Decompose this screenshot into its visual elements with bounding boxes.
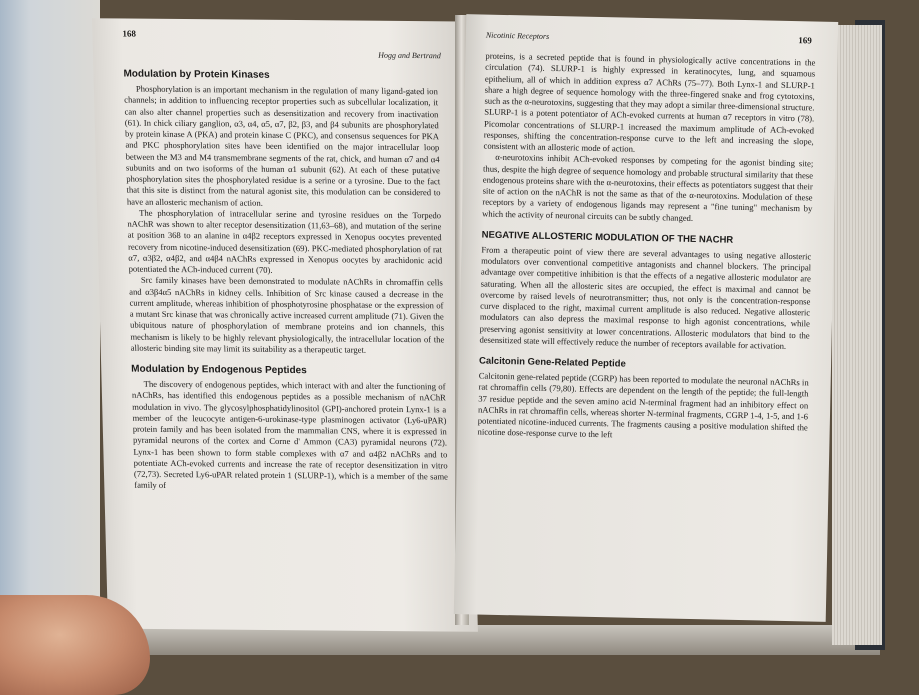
paragraph: Phosphorylation is an important mechanism in the regulation of many ligand-gated ion channels; in addition to influencing receptor properties such as subcellular localization, it can also alter channel properties such as desensitization and recovery from inactivation (61). In chick ciliary ganglion, α3, α4, α5, α7, β2, β3, and β4 subunits are phosphorylated by protein kinase A (PKA) and protein kinase C (PKC), and consensus sequences for PKA and PKC phosphorylation sites have been identified on the major intracellular loop between the M3 and M4 transmembrane segments of the rat, chick, and human α7 and α4 subunits and on two isoforms of the human α1 subunit (62). At each of these putative phosphorylation sites the phosphorylated residue is a serine or a tyrosine. Due to the fact that this site is distinct from the natural agonist site, this modulation can be considered to have an allosteric mechanism of action. <box>124 83 441 208</box>
right-page <box>454 14 838 622</box>
page-number-right: 169 <box>798 35 812 46</box>
section-heading-major: NEGATIVE ALLOSTERIC MODULATION OF THE NACHR <box>481 229 734 246</box>
running-head-left: Hogg and Bertrand <box>378 50 441 61</box>
page-block-right-edge <box>832 25 882 645</box>
paragraph: α-neurotoxins inhibit ACh-evoked responses by competing for the agonist binding site; thus, despite the high degree of sequence homology and probable structural similarity that these endogenous proteins share with the α-neurotoxins, their effects as potentiators suggest that their site of action on the nAChR is not the same as that of the α-neurotoxins. Modulation of these receptors by a variety of endogenous ligands may represent a "fine tuning" mechanism by which the activity of neuronal circuits can be subtly changed. <box>482 152 814 223</box>
paragraph: The discovery of endogenous peptides, which interact with and alter the functioning of nAChRs, has identified this endogenous peptides as a possible mechanism of nAChR modulation in vivo. The glycosylphosphatidylinositol (GPI)-anchored protein Lynx-1 is a member of the leucocyte antigen-6-urokinase-type plasminogen activator (Ly6-uPAR) protein family and has been isolated from the mammalian CNS, where it is expressed in pyramidal neurons of the cortex and Corne d' Ammon (CA3) pyramidal neurons (72). Lynx-1 has been shown to form stable complexes with α7 and α4β2 nAChRs and to potentiate ACh-evoked currents and increase the rate of receptor desensitization in vitro (72,73). Secreted Ly6-uPAR related protein 1 (SLURP-1), which is a member of the same family of <box>131 378 449 491</box>
paragraph: From a therapeutic point of view there are several advantages to using negative allosteric modulators over conventional competitive antagonists and channel blockers. The principal advantage over competitive inhibition is that the effects of a negative allosteric modulator are saturating. When all the allosteric sites are occupied, the effect is maximal and cannot be overcome by raised levels of neurotransmitter; thus, not only is the concentration-response curve displaced to the right, maximal current amplitude is also reduced. Negative allosteric modulators can also depress the maximal response to high agonist concentrations, while preserving agonist sensitivity at lower concentrations. Allosteric modulators that bind to the desensitized state will effectively reduce the number of receptors available for activation. <box>479 244 812 351</box>
running-head-right: Nicotinic Receptors <box>485 30 550 41</box>
left-page <box>92 18 478 632</box>
section-heading: Modulation by Protein Kinases <box>123 68 270 81</box>
section-heading: Modulation by Endogenous Peptides <box>131 363 307 377</box>
book-left-edge <box>0 0 100 650</box>
paragraph: Calcitonin gene-related peptide (CGRP) has been reported to modulate the neuronal nAChRs in rat chromaffin cells (79,80). Effects are dependent on the length of the peptide; the full-length 37 residue peptide and the seven amino acid N-terminal fragment had an inhibitory effect on nAChRs in rat chromaffin cells, whereas shorter N-terminal fragments, CGRP 1-4, 1-5, and 1-6 potentiated nicotine-induced currents. The fragments causing a positive modulation shifted the nicotine dose-response curve to the left <box>477 370 809 440</box>
paragraph: proteins, is a secreted peptide that is found in physiologically active concentrations in the circulation (74). SLURP-1 is highly expressed in keratinocytes, lung, and squamous epithelium, all of which in addition express α7 AChRs (75–77). Both Lynx-1 and SLURP-1 share a high degree of sequence homology with the three-fingered snake and frog cytotoxins, such as the α-neurotoxins, suggesting that they may adopt a similar three-dimensional structure. SLURP-1 is a potent potentiator of ACh-evoked currents at human α7 receptors in vitro (78). Picomolar concentrations of SLURP-1 increased the maximum amplitude of ACh-evoked responses, shifting the concentration-response curve to the left and increasing the slope, consistent with an allosteric mode of action. <box>483 50 816 154</box>
subsection-heading: Calcitonin Gene-Related Peptide <box>478 355 626 370</box>
paragraph: The phosphorylation of intracellular serine and tyrosine residues on the Torpedo nAChR was shown to alter receptor desensitization (11,63–68), and mutation of the serine at position 368 to an alanine in α4β2 receptors expressed in Xenopus oocytes prevented recovery from nicotine-induced desensitization (69). PKC-mediated phosphorylation of rat α7, α3β2, α4β2, and α4β4 nAChRs expressed in Xenopus oocytes by arachidonic acid potentiated the ACh-induced current (70). <box>127 207 443 275</box>
thumb-holding-book <box>0 595 150 695</box>
page-number-left: 168 <box>122 28 137 39</box>
paragraph: Src family kinases have been demonstrated to modulate nAChRs in chromaffin cells and α3β4α5 nAChRs in kidney cells. Inhibition of Src kinase caused a decrease in the current amplitude, whereas inhibition of phosphotyrosine phosphatase or the expression of a mutant Src kinase that was chronically active increased current amplitude (71). Given the ubiquitous nature of phosphorylation of membrane proteins and ion channels, this mechanism is likely to be highly relevant physiologically, the intracellular location of the allosteric binding site may limit its suitability as a therapeutic target. <box>129 274 445 355</box>
